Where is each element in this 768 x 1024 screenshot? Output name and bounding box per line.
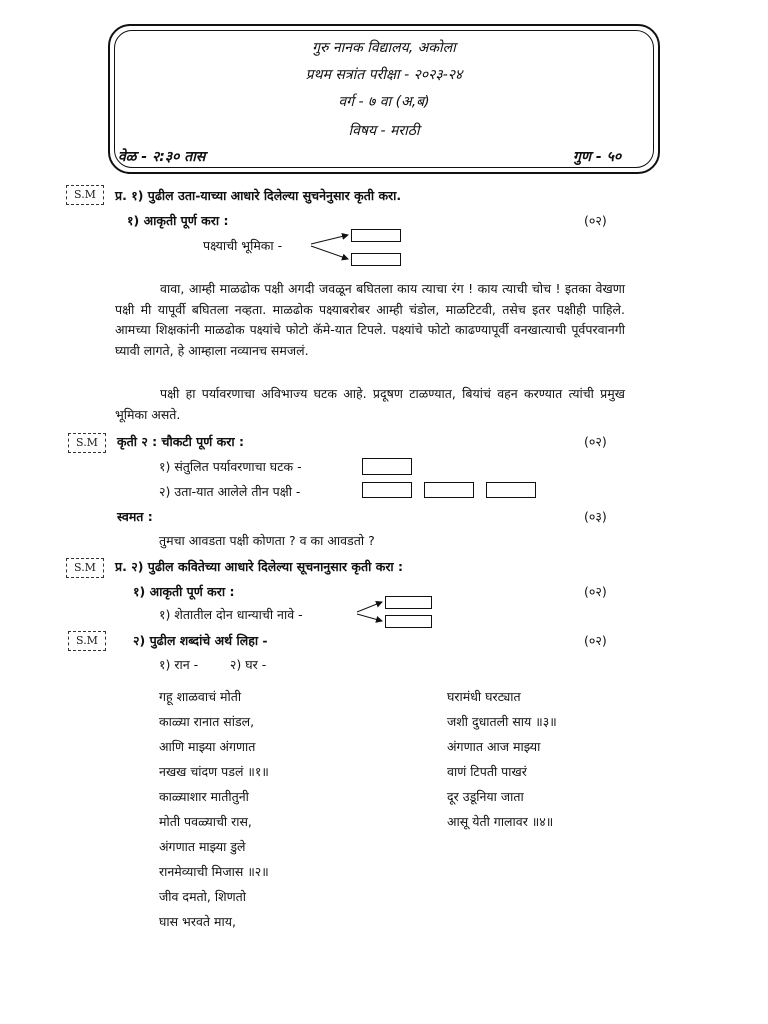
- poem-line: मोती पवळ्याची रास,: [159, 814, 252, 829]
- q1-a2-label: कृती २ : चौकटी पूर्ण करा :: [117, 434, 244, 449]
- q2-a2-marks: (०२): [584, 633, 607, 648]
- passage-paragraph-2: पक्षी हा पर्यावरणाचा अविभाज्य घटक आहे. प्रदूषण टाळण्यात, बियांचं वहन करण्यात त्यांची प्रमुख भूमिका असते.: [115, 386, 625, 422]
- q1-a1-center: पक्ष्याची भूमिका -: [203, 238, 283, 253]
- q1-a2-item1: १) संतुलित पर्यावरणाचा घटक -: [159, 459, 302, 474]
- poem-line: रानमेव्याची मिजास ॥२॥: [159, 864, 269, 879]
- poem-line: घास भरवते माय,: [159, 914, 236, 929]
- poem-line: गहू शाळवाचं मोती: [159, 689, 242, 704]
- poem-line: आसू येती गालावर ॥४॥: [447, 814, 554, 829]
- answer-box[interactable]: [486, 482, 536, 498]
- answer-box[interactable]: [351, 229, 401, 242]
- answer-box[interactable]: [424, 482, 474, 498]
- time-label: वेळ - २:३० तास: [118, 149, 206, 165]
- exam-title: प्रथम सत्रांत परीक्षा - २०२३-२४: [305, 67, 463, 83]
- sm-badge: S.M: [66, 558, 104, 578]
- subject-label: विषय - मराठी: [348, 123, 420, 139]
- q1-a1-label: १) आकृती पूर्ण करा :: [127, 213, 229, 228]
- poem-line: दूर उडूनिया जाता: [447, 789, 524, 804]
- swamat-label: स्वमत :: [117, 509, 153, 524]
- school-name: गुरु नानक विद्यालय, अकोला: [312, 40, 456, 56]
- q1-a2-item2: २) उता-यात आलेले तीन पक्षी -: [159, 484, 301, 499]
- marks-label: गुण - ५०: [573, 149, 622, 165]
- q2-a2-words: १) रान - २) घर -: [159, 657, 267, 672]
- sm-badge: S.M: [68, 433, 106, 453]
- q2-a1-label: १) आकृती पूर्ण करा :: [133, 584, 235, 599]
- q2-a1-item: १) शेतातील दोन धान्याची नावे -: [159, 607, 303, 622]
- poem-line: काळ्याशार मातीतुनी: [159, 789, 249, 804]
- q1-a2-marks: (०२): [584, 434, 607, 449]
- poem-line: अंगणात माझ्या डुले: [159, 839, 246, 854]
- poem-line: आणि माझ्या अंगणात: [159, 739, 256, 754]
- poem-line: काळ्या रानात सांडल,: [159, 714, 255, 729]
- answer-box[interactable]: [385, 615, 432, 628]
- passage-paragraph-1: वावा, आम्ही माळढोक पक्षी अगदी जवळून बघितला काय त्याचा रंग ! काय त्याची चोच ! इतका वेखणा पक्षी मी यापूर्वी बघितला नव्हता. माळढोक पक्ष्याबरोबर आम्ही चंडोल, माळटिटवी, तसेच इतर पक्षीही पाहिले. आमच्या शिक्षकांनी माळढोक पक्ष्यांचे फोटो कॅमे-यात टिपले. पक्ष्यांचे फोटो काढण्यापूर्वी वनखात्याची पूर्वपरवानगी घ्यावी लागते, हे आम्हाला नव्यानच समजलं.: [115, 281, 625, 358]
- swamat-marks: (०३): [584, 509, 607, 524]
- poem-line: वाणं टिपती पाखरं: [447, 764, 527, 779]
- q2-a1-marks: (०२): [584, 584, 607, 599]
- sm-badge: S.M: [68, 631, 106, 651]
- sm-badge: S.M: [66, 185, 104, 205]
- answer-box[interactable]: [362, 458, 412, 475]
- answer-box[interactable]: [362, 482, 412, 498]
- q1-title: प्र. १) पुढील उता-याच्या आधारे दिलेल्या सुचनेनुसार कृती करा.: [115, 188, 402, 203]
- q1-a1-marks: (०२): [584, 213, 607, 228]
- poem-line: नखख चांदण पडलं ॥१॥: [159, 764, 269, 779]
- class-label: वर्ग - ७ वा (अ,ब): [338, 94, 430, 110]
- answer-box[interactable]: [385, 596, 432, 609]
- swamat-question: तुमचा आवडता पक्षी कोणता ? व का आवडतो ?: [159, 533, 375, 548]
- poem-line: जीव दमतो, शिणतो: [159, 889, 246, 904]
- poem-line: अंगणात आज माझ्या: [447, 739, 541, 754]
- q2-title: प्र. २) पुढील कवितेच्या आधारे दिलेल्या सूचनानुसार कृती करा :: [115, 559, 404, 574]
- poem-line: घरामंधी घरट्यात: [447, 689, 521, 704]
- q2-a2-label: २) पुढील शब्दांचे अर्थ लिहा -: [133, 633, 268, 648]
- poem-line: जशी दुधातली साय ॥३॥: [447, 714, 557, 729]
- answer-box[interactable]: [351, 253, 401, 266]
